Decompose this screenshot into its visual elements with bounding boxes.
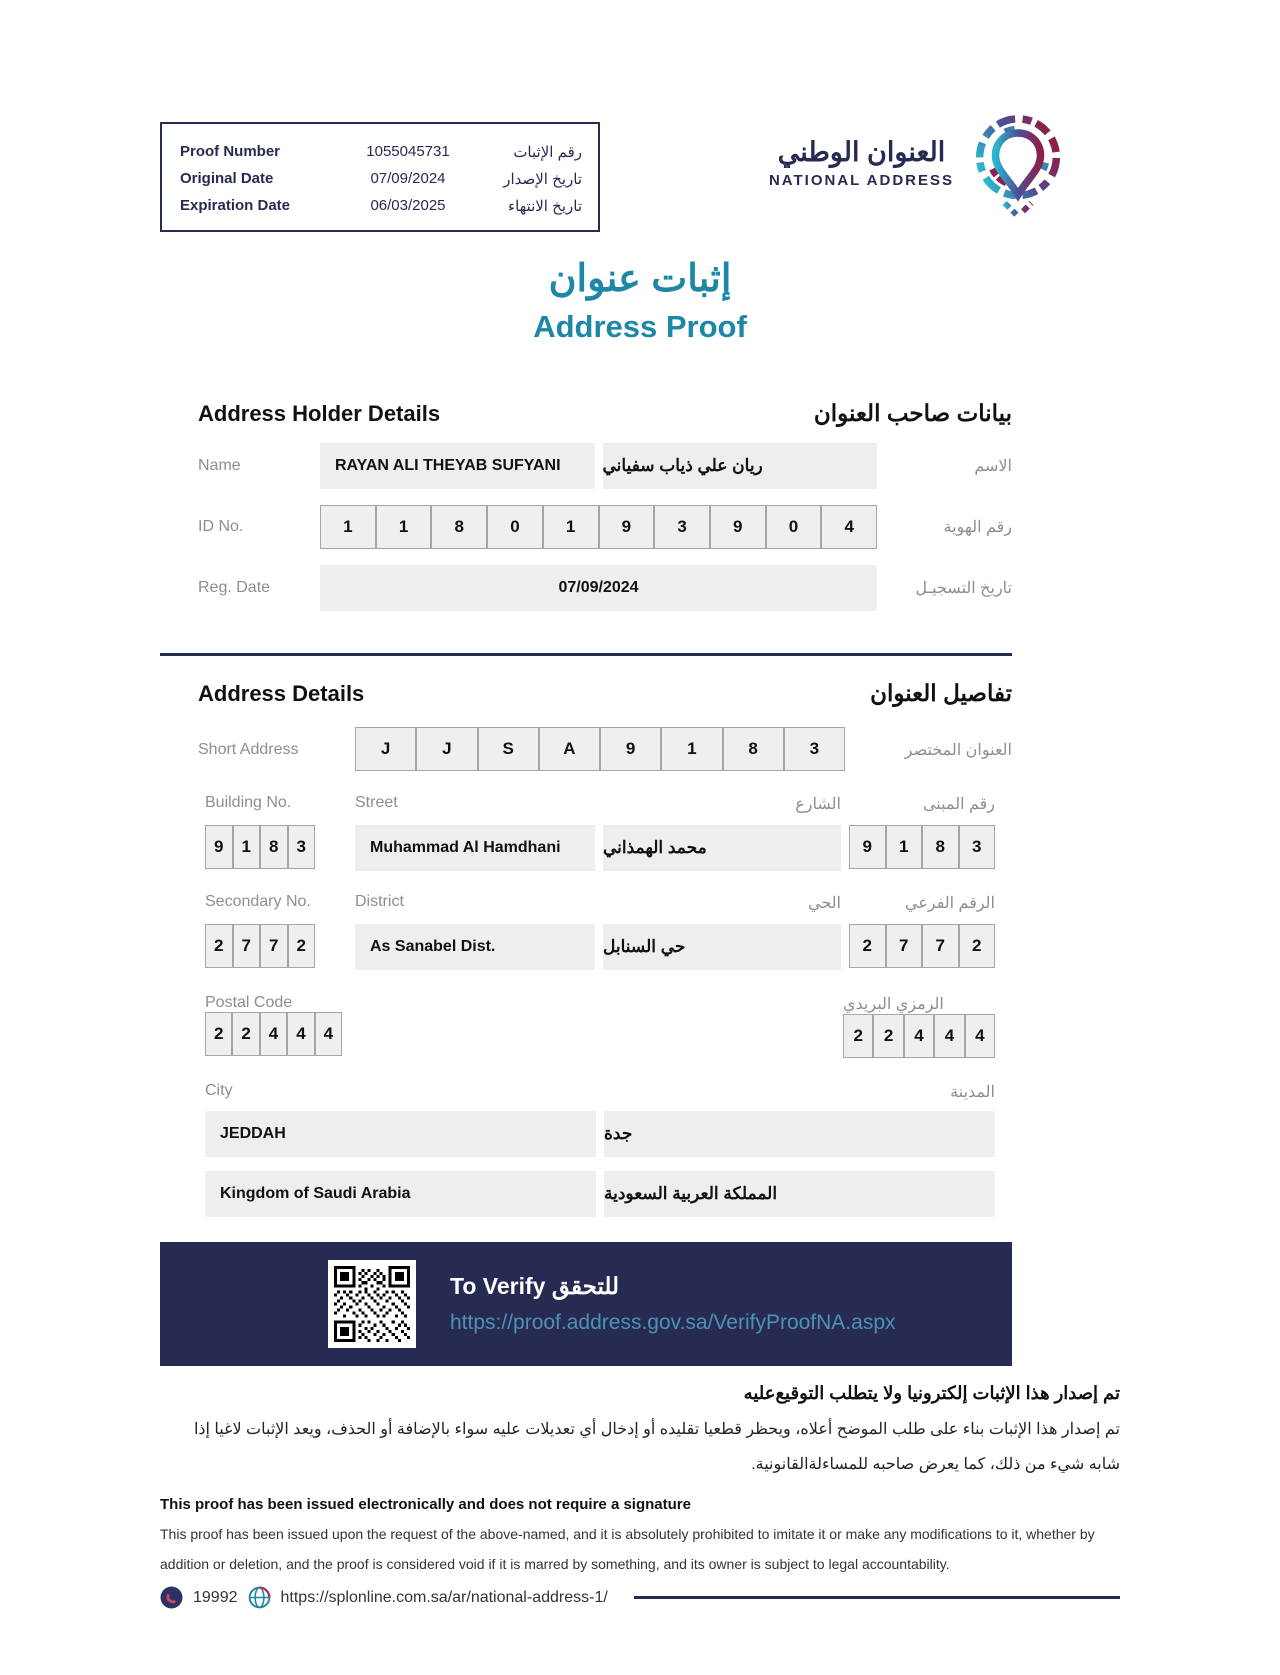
short-address-cells xyxy=(355,727,845,772)
secondary-cells-right xyxy=(849,924,995,968)
document-title xyxy=(0,256,1280,345)
building-digit: 3 xyxy=(288,825,316,869)
building-cells-right xyxy=(849,825,995,869)
id-digit: 9 xyxy=(710,505,766,549)
secondary-cells-left xyxy=(205,924,315,968)
id-digit: 4 xyxy=(821,505,877,549)
district-label-en: District xyxy=(355,893,404,910)
id-digit: 3 xyxy=(654,505,710,549)
expiration-date-value: 06/03/2025 xyxy=(370,197,446,214)
secondary-digit: 2 xyxy=(959,924,996,968)
reg-date-row xyxy=(160,565,1012,611)
building-street-row xyxy=(160,794,1012,871)
short-address-label-en: Short Address xyxy=(198,740,299,758)
city-value-en: JEDDAH xyxy=(205,1111,596,1157)
short-address-char: 8 xyxy=(723,727,784,771)
document-title-english: Address Proof xyxy=(533,309,747,344)
verify-banner xyxy=(160,1242,1012,1366)
page-footer xyxy=(160,1586,1120,1609)
expiration-date-label-ar: تاريخ الانتهاء xyxy=(508,197,582,215)
address-holder-details-section xyxy=(160,400,1012,611)
building-digit: 3 xyxy=(959,825,996,869)
postal-digit: 4 xyxy=(934,1014,964,1058)
verify-heading-ar: للتحقق xyxy=(551,1273,620,1299)
postal-digit: 2 xyxy=(873,1014,903,1058)
footer-phone: 19992 xyxy=(193,1588,238,1606)
verify-url: https://proof.address.gov.sa/VerifyProofNA.aspx xyxy=(450,1311,896,1334)
name-value-en: RAYAN ALI THEYAB SUFYANI xyxy=(320,443,595,489)
footer-url: https://splonline.com.sa/ar/national-address-1/ xyxy=(280,1588,608,1606)
proof-number-label-ar: رقم الإثبات xyxy=(513,143,582,161)
qr-code xyxy=(328,1260,416,1348)
location-pin-logo-icon xyxy=(968,102,1068,224)
name-label-ar: الاسم xyxy=(974,458,1012,475)
expiration-date-row xyxy=(180,192,582,219)
logo-title-arabic: العنوان الوطني xyxy=(777,137,946,167)
postal-digit: 4 xyxy=(965,1014,995,1058)
building-cells-left xyxy=(205,825,315,869)
short-address-label-ar: العنوان المختصر xyxy=(904,741,1012,759)
secondary-digit: 2 xyxy=(288,924,316,968)
postal-code-row xyxy=(160,994,1012,1058)
postal-digit: 2 xyxy=(205,1012,232,1056)
holder-section-heading xyxy=(160,400,1012,427)
street-label-en: Street xyxy=(355,794,398,811)
postal-digit: 2 xyxy=(843,1014,873,1058)
disclaimer-body-en: This proof has been issued upon the request of the above-named, and it is absolutely prohibited to imitate it or make any modifications to it, whether by addition or deletion, and the proof is considered void if it is marred by something, and its owner is subject to legal accountability. xyxy=(160,1526,1095,1573)
postal-digit: 4 xyxy=(287,1012,314,1056)
disclaimer-section xyxy=(160,1383,1120,1580)
id-digit: 0 xyxy=(487,505,543,549)
section-divider xyxy=(160,653,1012,656)
disclaimer-body-ar: تم إصدار هذا الإثبات بناء على طلب الموضح أعلاه، ويحظر قطعيا تقليده أو إدخال أي تعديلات عليه سواء بالإضافة أو الحذف، ويعد الإثبات لاغيا إذا شابه شيء من ذلك، كما يعرض صاحبه للمساءلةالقانونية. xyxy=(193,1421,1120,1474)
city-row xyxy=(205,1111,995,1157)
building-label-en: Building No. xyxy=(205,794,292,811)
postal-cells-right xyxy=(843,1014,995,1058)
original-date-value: 07/09/2024 xyxy=(370,170,446,187)
holder-heading-en: Address Holder Details xyxy=(198,401,441,426)
verify-heading-en: To Verify xyxy=(450,1273,546,1299)
country-value-ar: المملكة العربية السعودية xyxy=(604,1171,995,1217)
building-label-ar: رقم المبنى xyxy=(922,796,995,813)
secondary-digit: 7 xyxy=(886,924,923,968)
id-digit: 0 xyxy=(766,505,822,549)
name-row xyxy=(160,443,1012,489)
postal-digit: 4 xyxy=(904,1014,934,1058)
building-digit: 8 xyxy=(260,825,288,869)
holder-heading-ar: بيانات صاحب العنوان xyxy=(813,400,1012,426)
short-address-char: 1 xyxy=(661,727,722,771)
street-label-ar: الشارع xyxy=(795,796,841,813)
id-digit: 8 xyxy=(431,505,487,549)
secondary-digit: 7 xyxy=(922,924,959,968)
street-value-ar: محمد الهمذاني xyxy=(603,825,841,871)
short-address-char: J xyxy=(416,727,477,771)
secondary-label-ar: الرقم الفرعي xyxy=(904,895,995,912)
disclaimer-title-en: This proof has been issued electronically and does not require a signature xyxy=(160,1496,691,1514)
id-number-row xyxy=(160,505,1012,549)
national-address-logo xyxy=(769,102,1068,224)
logo-text xyxy=(769,137,954,189)
short-address-row xyxy=(160,727,1012,772)
short-address-char: S xyxy=(478,727,539,771)
document-title-arabic: إثبات عنوان xyxy=(548,258,732,300)
phone-icon xyxy=(160,1586,183,1609)
globe-icon xyxy=(248,1586,271,1609)
secondary-digit: 7 xyxy=(233,924,261,968)
postal-cells-left xyxy=(205,1012,342,1056)
secondary-digit: 7 xyxy=(260,924,288,968)
disclaimer-title-ar: تم إصدار هذا الإثبات إلكترونيا ولا يتطلب التوقيع‌عليه xyxy=(743,1383,1120,1403)
details-heading-ar: تفاصيل العنوان xyxy=(870,680,1012,706)
postal-label-en: Postal Code xyxy=(205,994,293,1011)
secondary-digit: 2 xyxy=(205,924,233,968)
id-digit: 1 xyxy=(543,505,599,549)
reg-date-label-en: Reg. Date xyxy=(198,579,271,596)
secondary-digit: 2 xyxy=(849,924,886,968)
building-digit: 1 xyxy=(886,825,923,869)
short-address-char: A xyxy=(539,727,600,771)
postal-digit: 2 xyxy=(232,1012,259,1056)
id-digit: 1 xyxy=(376,505,432,549)
original-date-label-ar: تاريخ الإصدار xyxy=(503,170,582,188)
district-value-ar: حي السنابل xyxy=(603,924,841,970)
district-label-ar: الحي xyxy=(808,895,841,912)
expiration-date-label-en: Expiration Date xyxy=(180,197,291,214)
id-label-ar: رقم الهوية xyxy=(943,519,1012,536)
name-value-ar: ريان علي ذياب سفياني xyxy=(603,443,878,489)
short-address-char: J xyxy=(355,727,416,771)
country-value-en: Kingdom of Saudi Arabia xyxy=(205,1171,596,1217)
building-digit: 8 xyxy=(922,825,959,869)
details-heading-en: Address Details xyxy=(198,681,365,706)
postal-digit: 4 xyxy=(260,1012,287,1056)
id-label-en: ID No. xyxy=(198,518,244,535)
postal-label-ar: الرمزي البريدي xyxy=(843,996,944,1013)
building-digit: 9 xyxy=(205,825,233,869)
secondary-label-en: Secondary No. xyxy=(205,893,311,910)
short-address-char: 3 xyxy=(784,727,845,771)
address-details-section xyxy=(160,680,1012,1217)
proof-number-value: 1055045731 xyxy=(366,143,450,160)
proof-number-row xyxy=(180,138,582,165)
footer-divider-line xyxy=(634,1596,1120,1599)
verify-heading xyxy=(450,1273,896,1300)
city-label-row xyxy=(205,1082,995,1102)
postal-digit: 4 xyxy=(315,1012,342,1056)
reg-date-label-ar: تاريخ التسجيـل xyxy=(915,580,1012,597)
secondary-district-row xyxy=(160,893,1012,970)
country-row xyxy=(205,1171,995,1217)
name-label-en: Name xyxy=(198,457,241,474)
logo-title-english: NATIONAL ADDRESS xyxy=(768,172,954,189)
original-date-label-en: Original Date xyxy=(180,170,274,187)
city-label-ar: المدينة xyxy=(950,1084,995,1101)
building-digit: 1 xyxy=(233,825,261,869)
id-digit: 1 xyxy=(320,505,376,549)
building-digit: 9 xyxy=(849,825,886,869)
city-value-ar: جدة xyxy=(604,1111,995,1157)
id-digit: 9 xyxy=(599,505,655,549)
district-value-en: As Sanabel Dist. xyxy=(355,924,595,970)
original-date-row xyxy=(180,165,582,192)
proof-meta-box xyxy=(160,122,600,232)
street-value-en: Muhammad Al Hamdhani xyxy=(355,825,595,871)
reg-date-value: 07/09/2024 xyxy=(320,565,877,611)
id-digit-cells xyxy=(320,505,877,549)
city-label-en: City xyxy=(205,1082,233,1099)
short-address-char: 9 xyxy=(600,727,661,771)
details-section-heading xyxy=(160,680,1012,707)
proof-number-label-en: Proof Number xyxy=(180,143,281,160)
